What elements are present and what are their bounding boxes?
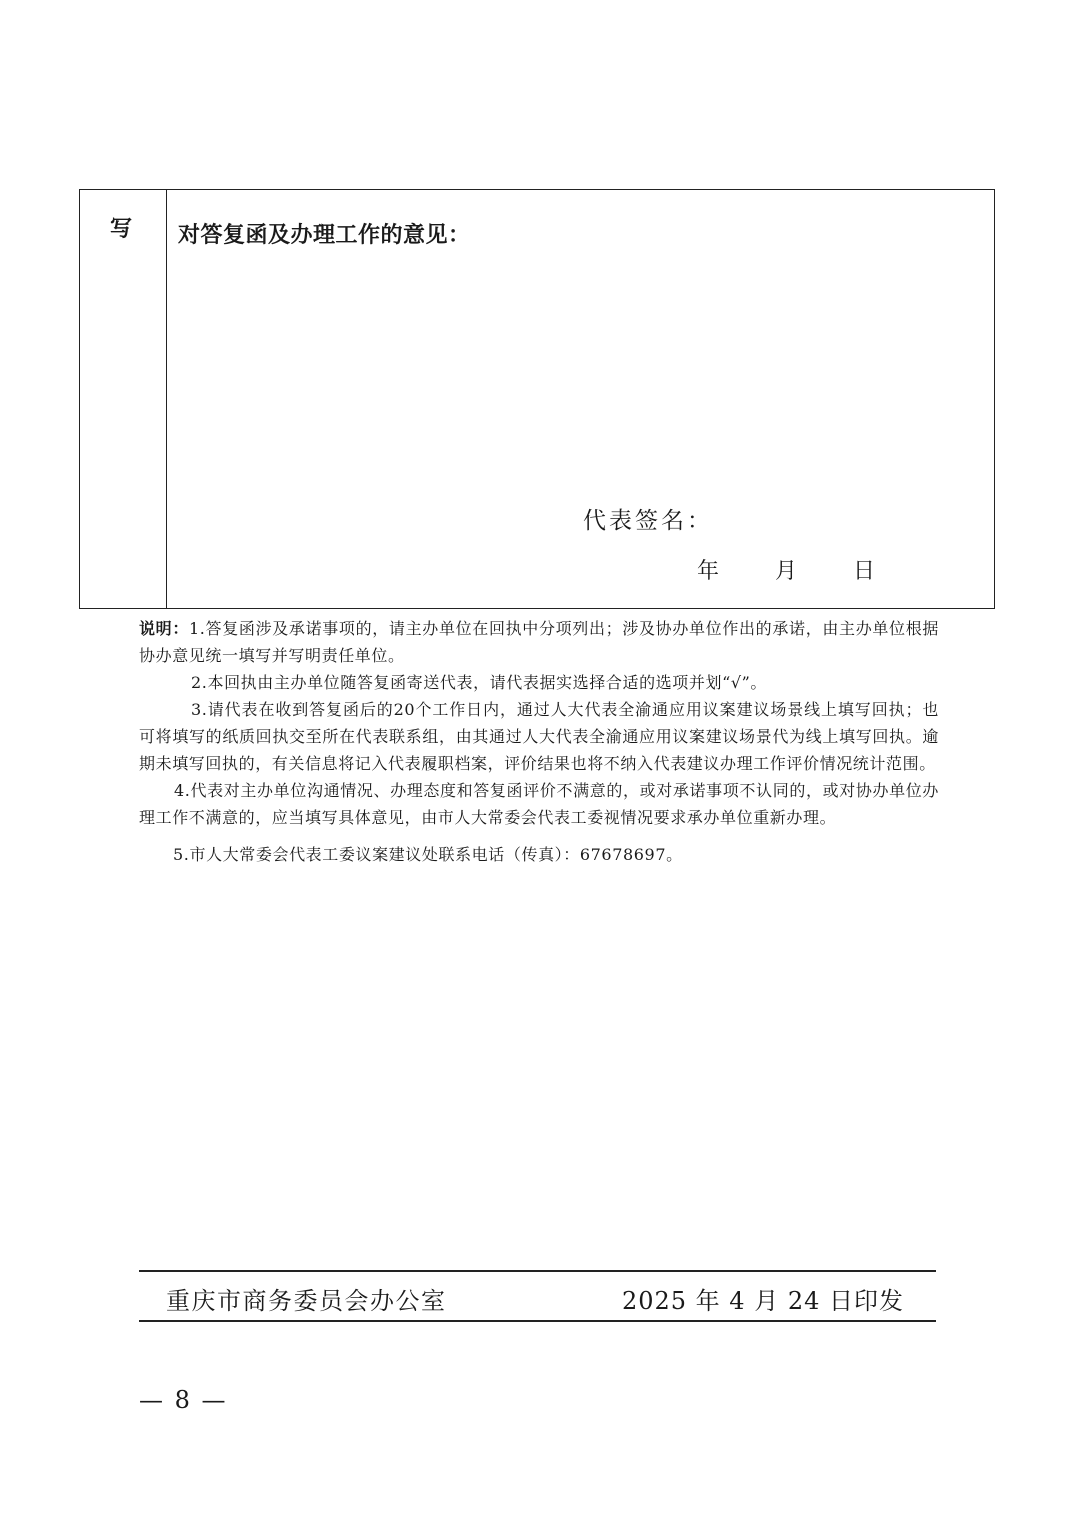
footer-top-rule [139, 1270, 936, 1272]
opinion-form-box [79, 189, 995, 609]
page-number: — 8 — [139, 1386, 228, 1414]
note-item-3: 3.请代表在收到答复函后的20个工作日内，通过人大代表全渝通应用议案建议场景线上填写回执；也可将填写的纸质回执交至所在代表联系组，由其通过人大代表全渝通应用议案建议场景代为线上填写回执。逾期未填写回执的，有关信息将记入代表履职档案，评价结果也将不纳入代表建议办理工作评价情况统计范围。 [139, 700, 939, 773]
note-item-1-text: 1.答复函涉及承诺事项的，请主办单位在回执中分项列出；涉及协办单位作出的承诺，由主办单位根据协办意见统一填写并写明责任单位。 [139, 619, 939, 665]
instructions-notes [139, 615, 939, 868]
signature-label: 代表签名： [583, 508, 713, 534]
note-item-1 [139, 615, 939, 669]
opinion-heading: 对答复函及办理工作的意见： [178, 223, 471, 248]
form-column-divider [166, 190, 167, 608]
date-day-label: 日 [853, 559, 876, 584]
footer-issue-date: 2025 年 4 月 24 日印发 [621, 1287, 904, 1315]
form-side-label: 写 [110, 217, 133, 242]
note-item-2: 2.本回执由主办单位随答复函寄送代表，请代表据实选择合适的选项并划“√”。 [191, 673, 768, 692]
note-item-4: 4.代表对主办单位沟通情况、办理态度和答复函评价不满意的，或对承诺事项不认同的，或对协办单位办理工作不满意的，应当填写具体意见，由市人大常委会代表工委视情况要求承办单位重新办理。 [139, 781, 939, 827]
date-year-label: 年 [697, 559, 720, 584]
notes-lead: 说明： [139, 619, 190, 638]
footer-issuing-office: 重庆市商务委员会办公室 [166, 1287, 447, 1315]
note-item-5: 5.市人大常委会代表工委议案建议处联系电话（传真）：67678697。 [173, 845, 683, 864]
footer-bottom-rule [139, 1320, 936, 1322]
date-month-label: 月 [775, 559, 798, 584]
